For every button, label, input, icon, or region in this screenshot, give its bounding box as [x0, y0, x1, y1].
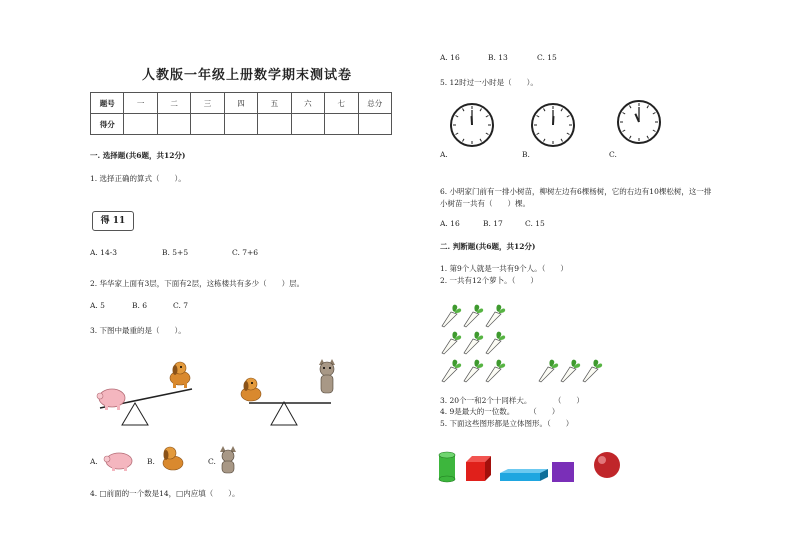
q2-option-b[interactable]: B. 6: [132, 301, 148, 310]
q3-option-c[interactable]: C.: [208, 457, 216, 466]
judge-5: 5. 下面这些图形都是立体图形。（ ）: [440, 419, 574, 428]
carrot-icon: [486, 360, 505, 382]
row-label: 得分: [91, 114, 124, 135]
q6-option-a[interactable]: A. 16: [440, 219, 460, 228]
header-cell: 三: [191, 93, 224, 114]
q4-option-c[interactable]: C. 15: [537, 53, 557, 62]
q6-option-c[interactable]: C. 15: [525, 219, 545, 228]
section-choice-heading: 一. 选择题(共6题，共12分): [90, 151, 186, 160]
page-title: 人教版一年级上册数学期末测试卷: [142, 68, 353, 83]
q3-option-a[interactable]: A.: [90, 457, 98, 466]
question-1: 1. 选择正确的算式（ ）。: [90, 174, 186, 183]
q1-option-c[interactable]: C. 7+6: [232, 248, 259, 257]
question-6-line-2: 小树苗一共有（ ）棵。: [440, 199, 530, 208]
judge-2: 2. 一共有12个萝卜。（ ）: [440, 276, 538, 285]
question-3: 3. 下图中最重的是（ ）。: [90, 326, 186, 335]
header-cell: 五: [258, 93, 291, 114]
carrot-icon: [464, 332, 483, 354]
carrot-icon: [583, 360, 602, 382]
carrot-icon: [442, 332, 461, 354]
score-badge: 得 11: [92, 211, 134, 231]
cylinder-icon: [439, 452, 455, 482]
section-judge-heading: 二. 判断题(共6题，共12分): [440, 242, 536, 251]
square-icon: [552, 462, 574, 482]
header-cell: 总分: [358, 93, 392, 114]
q5-option-b[interactable]: B.: [522, 150, 530, 159]
q1-option-a[interactable]: A. 14-3: [90, 248, 118, 257]
q2-option-a[interactable]: A. 5: [90, 301, 105, 310]
question-2: 2. 华华家上面有3层，下面有2层，这栋楼共有多少（ ）层。: [90, 279, 305, 288]
q4-option-a[interactable]: A. 16: [440, 53, 460, 62]
solid-shapes-image: [436, 448, 636, 486]
carrot-icon: [486, 305, 505, 327]
cuboid-icon: [500, 469, 548, 481]
header-cell: 七: [325, 93, 358, 114]
carrot-icon: [561, 360, 580, 382]
question-5: 5. 12时过一小时是（ ）。: [440, 78, 538, 87]
q1-option-b[interactable]: B. 5+5: [162, 248, 189, 257]
q2-option-c[interactable]: C. 7: [173, 301, 189, 310]
carrot-icon: [539, 360, 558, 382]
judge-3: 3. 20个一和2个十同样大。 （ ）: [440, 396, 584, 405]
q3-option-b[interactable]: B.: [147, 457, 155, 466]
q5-option-a[interactable]: A.: [440, 150, 448, 159]
carrot-icon: [464, 305, 483, 327]
header-cell: 一: [124, 93, 157, 114]
header-cell: 六: [291, 93, 324, 114]
carrot-icon: [486, 332, 505, 354]
carrot-icon: [442, 360, 461, 382]
judge-4: 4. 9是最大的一位数。 （ ）: [440, 407, 560, 416]
sphere-icon: [594, 452, 620, 478]
question-4: 4. □前面的一个数是14，□内应填（ ）。: [90, 489, 240, 498]
carrot-icon: [442, 305, 461, 327]
q6-option-b[interactable]: B. 17: [483, 219, 503, 228]
header-cell: 二: [157, 93, 190, 114]
carrot-icon: [464, 360, 483, 382]
judge-1: 1. 第9个人就是一共有9个人。（ ）: [440, 264, 568, 273]
cube-icon: [466, 456, 491, 481]
q5-option-c[interactable]: C.: [609, 150, 617, 159]
q4-option-b[interactable]: B. 13: [488, 53, 508, 62]
header-cell: 题号: [91, 93, 124, 114]
question-6-line-1: 6. 小明家门前有一排小树苗，柳树左边有6棵杨树，它的右边有10棵松树，这一排: [440, 187, 712, 196]
header-cell: 四: [224, 93, 257, 114]
